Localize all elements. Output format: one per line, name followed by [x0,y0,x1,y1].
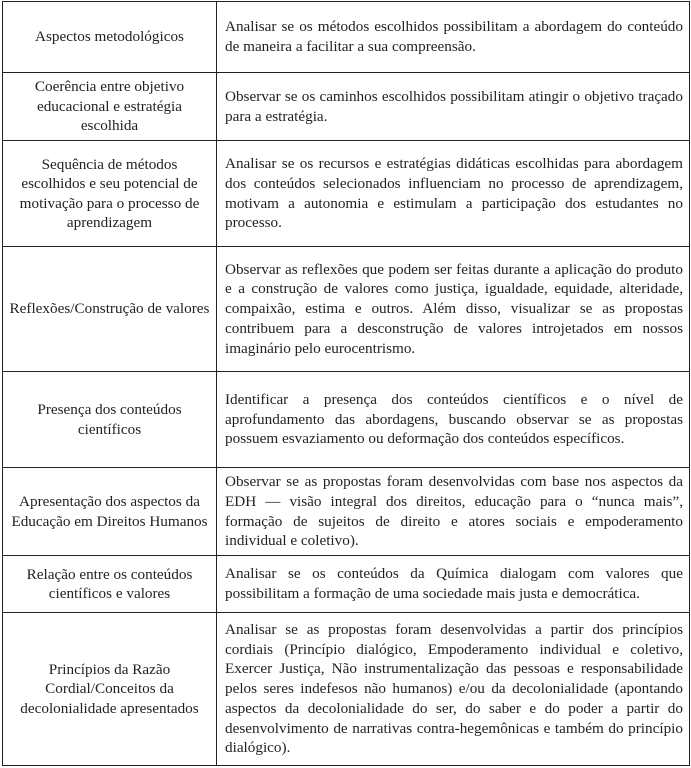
table-row [3,556,690,613]
criterion-label: Apresentação dos aspectos da Educação em Direitos Humanos [11,493,208,530]
criterion-cell [3,141,217,247]
criterion-cell [3,73,217,141]
criterion-cell [3,247,217,372]
description-cell [217,2,690,73]
table-row [3,372,690,468]
description-cell [217,556,690,613]
criterion-label: Relação entre os conteúdos científicos e valores [26,565,193,602]
description-cell [217,141,690,247]
description-cell [217,247,690,372]
description-text: Analisar se os conteúdos da Química dialogam com valores que possibilitam a formação de uma sociedade mais justa e democrática. [225,565,683,602]
table-row [3,613,690,766]
description-cell [217,613,690,766]
criterion-label: Princípios da Razão Cordial/Conceitos da decolonialidade apresentados [20,660,199,717]
table-row [3,141,690,247]
description-cell [217,73,690,141]
criterion-label: Presença dos conteúdos científicos [37,401,182,438]
table-row [3,247,690,372]
criterion-cell [3,556,217,613]
criterion-cell [3,2,217,73]
description-text: Observar se as propostas foram desenvolvidas com base nos aspectos da EDH — visão integral dos direitos, educação para o “nunca mais”, formação de sujeitos de direito e atores sociais e empoderamento individual e coletivo). [225,472,683,550]
criterion-cell [3,613,217,766]
criterion-label: Aspectos metodológicos [35,28,184,46]
criterion-label: Coerência entre objetivo educacional e estratégia escolhida [34,78,185,135]
criterion-cell [3,372,217,468]
criterion-label: Reflexões/Construção de valores [9,300,210,318]
description-text: Observar as reflexões que podem ser feitas durante a aplicação do produto e a construção de valores como justiça, igualdade, equidade, alteridade, compaixão, estima e outros. Além disso, visualizar se as propostas contribuem para a desconstrução de valores introjetados em nossos imaginário pelo eurocentrismo. [225,260,683,357]
description-text: Analisar se as propostas foram desenvolvidas a partir dos princípios cordiais (Princípio dialógico, Empoderamento individual e coletivo, Exercer Justiça, Não instrumentalização das pessoas e responsabilidade pelos seres indefesos não humanos) e/ou da decolonialidade (apontando aspectos da decolonialidade do ser, do saber e do poder a partir do desenvolvimento de narrativas contra-hegemônicas e também do princípio dialógico). [225,620,683,757]
description-text: Analisar se os recursos e estratégias didáticas escolhidas para abordagem dos conteúdos selecionados influenciam no processo de aprendizagem, motivam a autonomia e estimulam a participação dos estudantes no processo. [225,154,683,232]
description-text: Identificar a presença dos conteúdos científicos e o nível de aprofundamento das abordagens, buscando observar se as propostas possuem esvaziamento ou deformação dos conteúdos específicos. [225,390,683,448]
description-cell [217,468,690,556]
description-text: Observar se os caminhos escolhidos possibilitam atingir o objetivo traçado para a estratégia. [225,87,683,125]
criterion-label: Sequência de métodos escolhidos e seu potencial de motivação para o processo de aprendizagem [19,155,200,231]
description-text: Analisar se os métodos escolhidos possibilitam a abordagem do conteúdo de maneira a facilitar a sua compreensão. [225,18,683,55]
description-cell [217,372,690,468]
criteria-table [2,1,690,766]
table-row [3,468,690,556]
criterion-cell [3,468,217,556]
table-row [3,2,690,73]
table-row [3,73,690,141]
